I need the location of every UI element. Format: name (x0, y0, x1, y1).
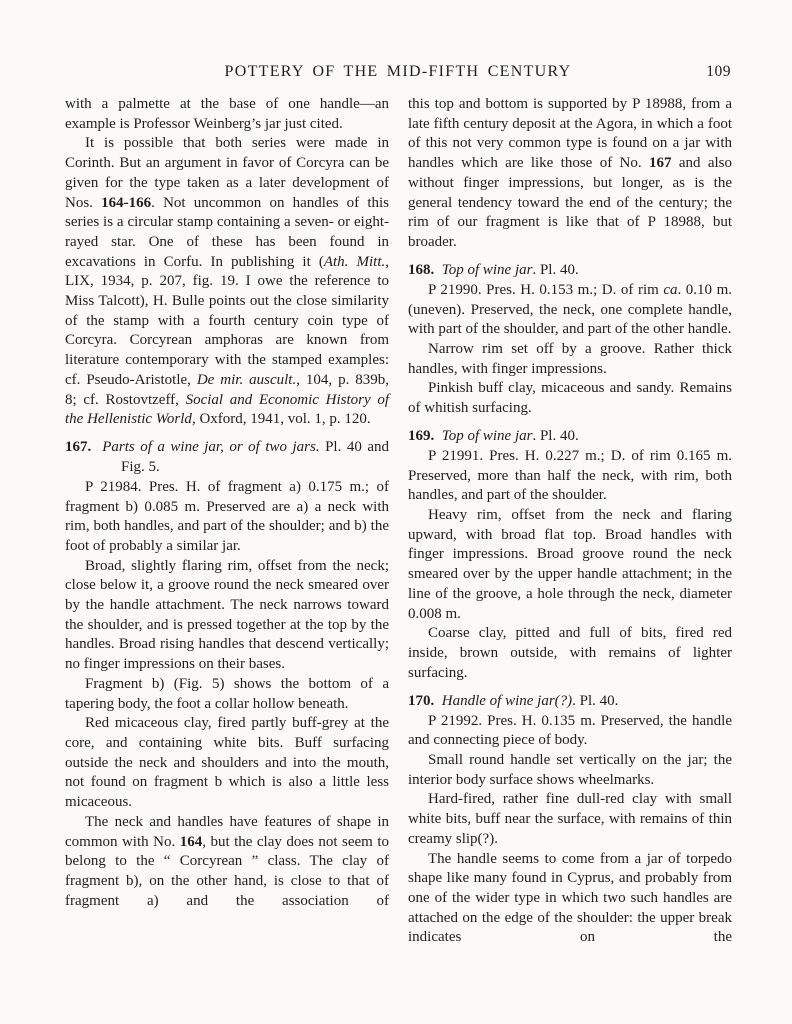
paragraph: P 21991. Pres. H. 0.227 m.; D. of rim 0.165 m. Preserved, more than half the neck, with rim, both handles, and part of the shoulder. (408, 447, 732, 504)
paragraph: It is possible that both series were made in Corinth. But an argument in favor of Corcyra can be given for the type taken as a later development of Nos. 164-166. Not uncommon on handles of this series is a circular stamp containing a seven- or eight-rayed star. One of these has been found in excavations in Corfu. In publishing it (Ath. Mitt., LIX, 1934, p. 207, fig. 19. I owe the reference to Miss Talcott), H. Bulle points out the close similarity of the stamp with a fourth century coin type of Corcyra. Corcyrean amphoras are known from literature contemporary with the stamped examples: cf. Pseudo-Aristotle, De mir. auscult., 104, p. 839b, 8; cf. Rostovtzeff, Social and Economic History of the Hellenistic World, Oxford, 1941, vol. 1, p. 120. (65, 135, 390, 428)
columns-container (65, 95, 732, 948)
paragraph: with a palmette at the base of one handle—an example is Professor Weinberg’s jar just cited. (65, 96, 389, 132)
catalog-entry-heading: 170. Handle of wine jar(?). Pl. 40. (408, 692, 619, 709)
catalog-entry-heading: 168. Top of wine jar. Pl. 40. (408, 262, 579, 279)
paragraph: Heavy rim, offset from the neck and flaring upward, with broad flat top. Broad handles with finger impressions. Broad groove round the neck smeared over by the upper handle attachment; in the line of the groove, a hole through the neck, diameter 0.008 m. (408, 507, 732, 622)
paragraph: this top and bottom is supported by P 18988, from a late fifth century deposit at the Agora, in which a foot of this not very common type is found on a jar with handles which are like those of No. 167 and also without finger impressions, but longer, as is the general tendency toward the end of the century; the rim of our fragment is like that of P 18988, but broader. (408, 96, 732, 250)
paragraph: Small round handle set vertically on the jar; the interior body surface shows wheelmarks. (408, 752, 732, 788)
catalog-entry-heading: 167. Parts of a wine jar, or of two jars. Pl. 40 and Fig. 5. (65, 439, 390, 476)
running-head-title: POTTERY OF THE MID-FIFTH CENTURY (224, 63, 572, 80)
paragraph: Pinkish buff clay, micaceous and sandy. Remains of whitish surfacing. (408, 380, 732, 417)
paragraph: P 21990. Pres. H. 0.153 m.; D. of rim ca. 0.10 m. (uneven). Preserved, the neck, one complete handle, with part of the shoulder, and part of the other handle. (408, 281, 732, 338)
paragraph: Red micaceous clay, fired partly buff-grey at the core, and containing white bits. Buff surfacing outside the neck and shoulders and into the mouth, not found on fragment b which is also a little less micaceous. (65, 715, 389, 811)
paragraph: Broad, slightly flaring rim, offset from the neck; close below it, a groove round the neck smeared over by the handle attachment. The neck narrows toward the shoulder, and is pressed together at the top by the handles. Broad rising handles that descend vertically; no finger impressions on their bases. (65, 557, 389, 673)
catalog-entry-heading: 169. Top of wine jar. Pl. 40. (408, 428, 579, 445)
paragraph: P 21984. Pres. H. of fragment a) 0.175 m.; of fragment b) 0.085 m. Preserved are a) a neck with rim, both handles, and part of the shoulder; and b) the foot of probably a similar jar. (65, 478, 389, 554)
paragraph: Fragment b) (Fig. 5) shows the bottom of a tapering body, the foot a collar hollow beneath. (65, 675, 389, 712)
text-column-left (65, 95, 389, 948)
paragraph: Hard-fired, rather fine dull-red clay with small white bits, buff near the surface, with remains of thin creamy slip(?). (408, 791, 732, 847)
page-number: 109 (706, 63, 731, 80)
paragraph: Coarse clay, pitted and full of bits, fired red inside, brown outside, with remains of lighter surfacing. (408, 625, 732, 681)
paragraph: The handle seems to come from a jar of torpedo shape like many found in Cyprus, and probably from one of the wider type in which two such handles are attached on the edge of the shoulder: the upper break indicates on the (408, 850, 732, 946)
paragraph: P 21992. Pres. H. 0.135 m. Preserved, the handle and connecting piece of body. (408, 712, 732, 749)
paragraph: Narrow rim set off by a groove. Rather thick handles, with finger impressions. (408, 340, 732, 377)
paragraph: The neck and handles have features of shape in common with No. 164, but the clay does not seem to belong to the “ Corcyrean ” class. The clay of fragment b), on the other hand, is close to that of fragment a) and the association of (65, 813, 389, 909)
text-column-right (408, 95, 732, 948)
running-head (65, 63, 731, 81)
